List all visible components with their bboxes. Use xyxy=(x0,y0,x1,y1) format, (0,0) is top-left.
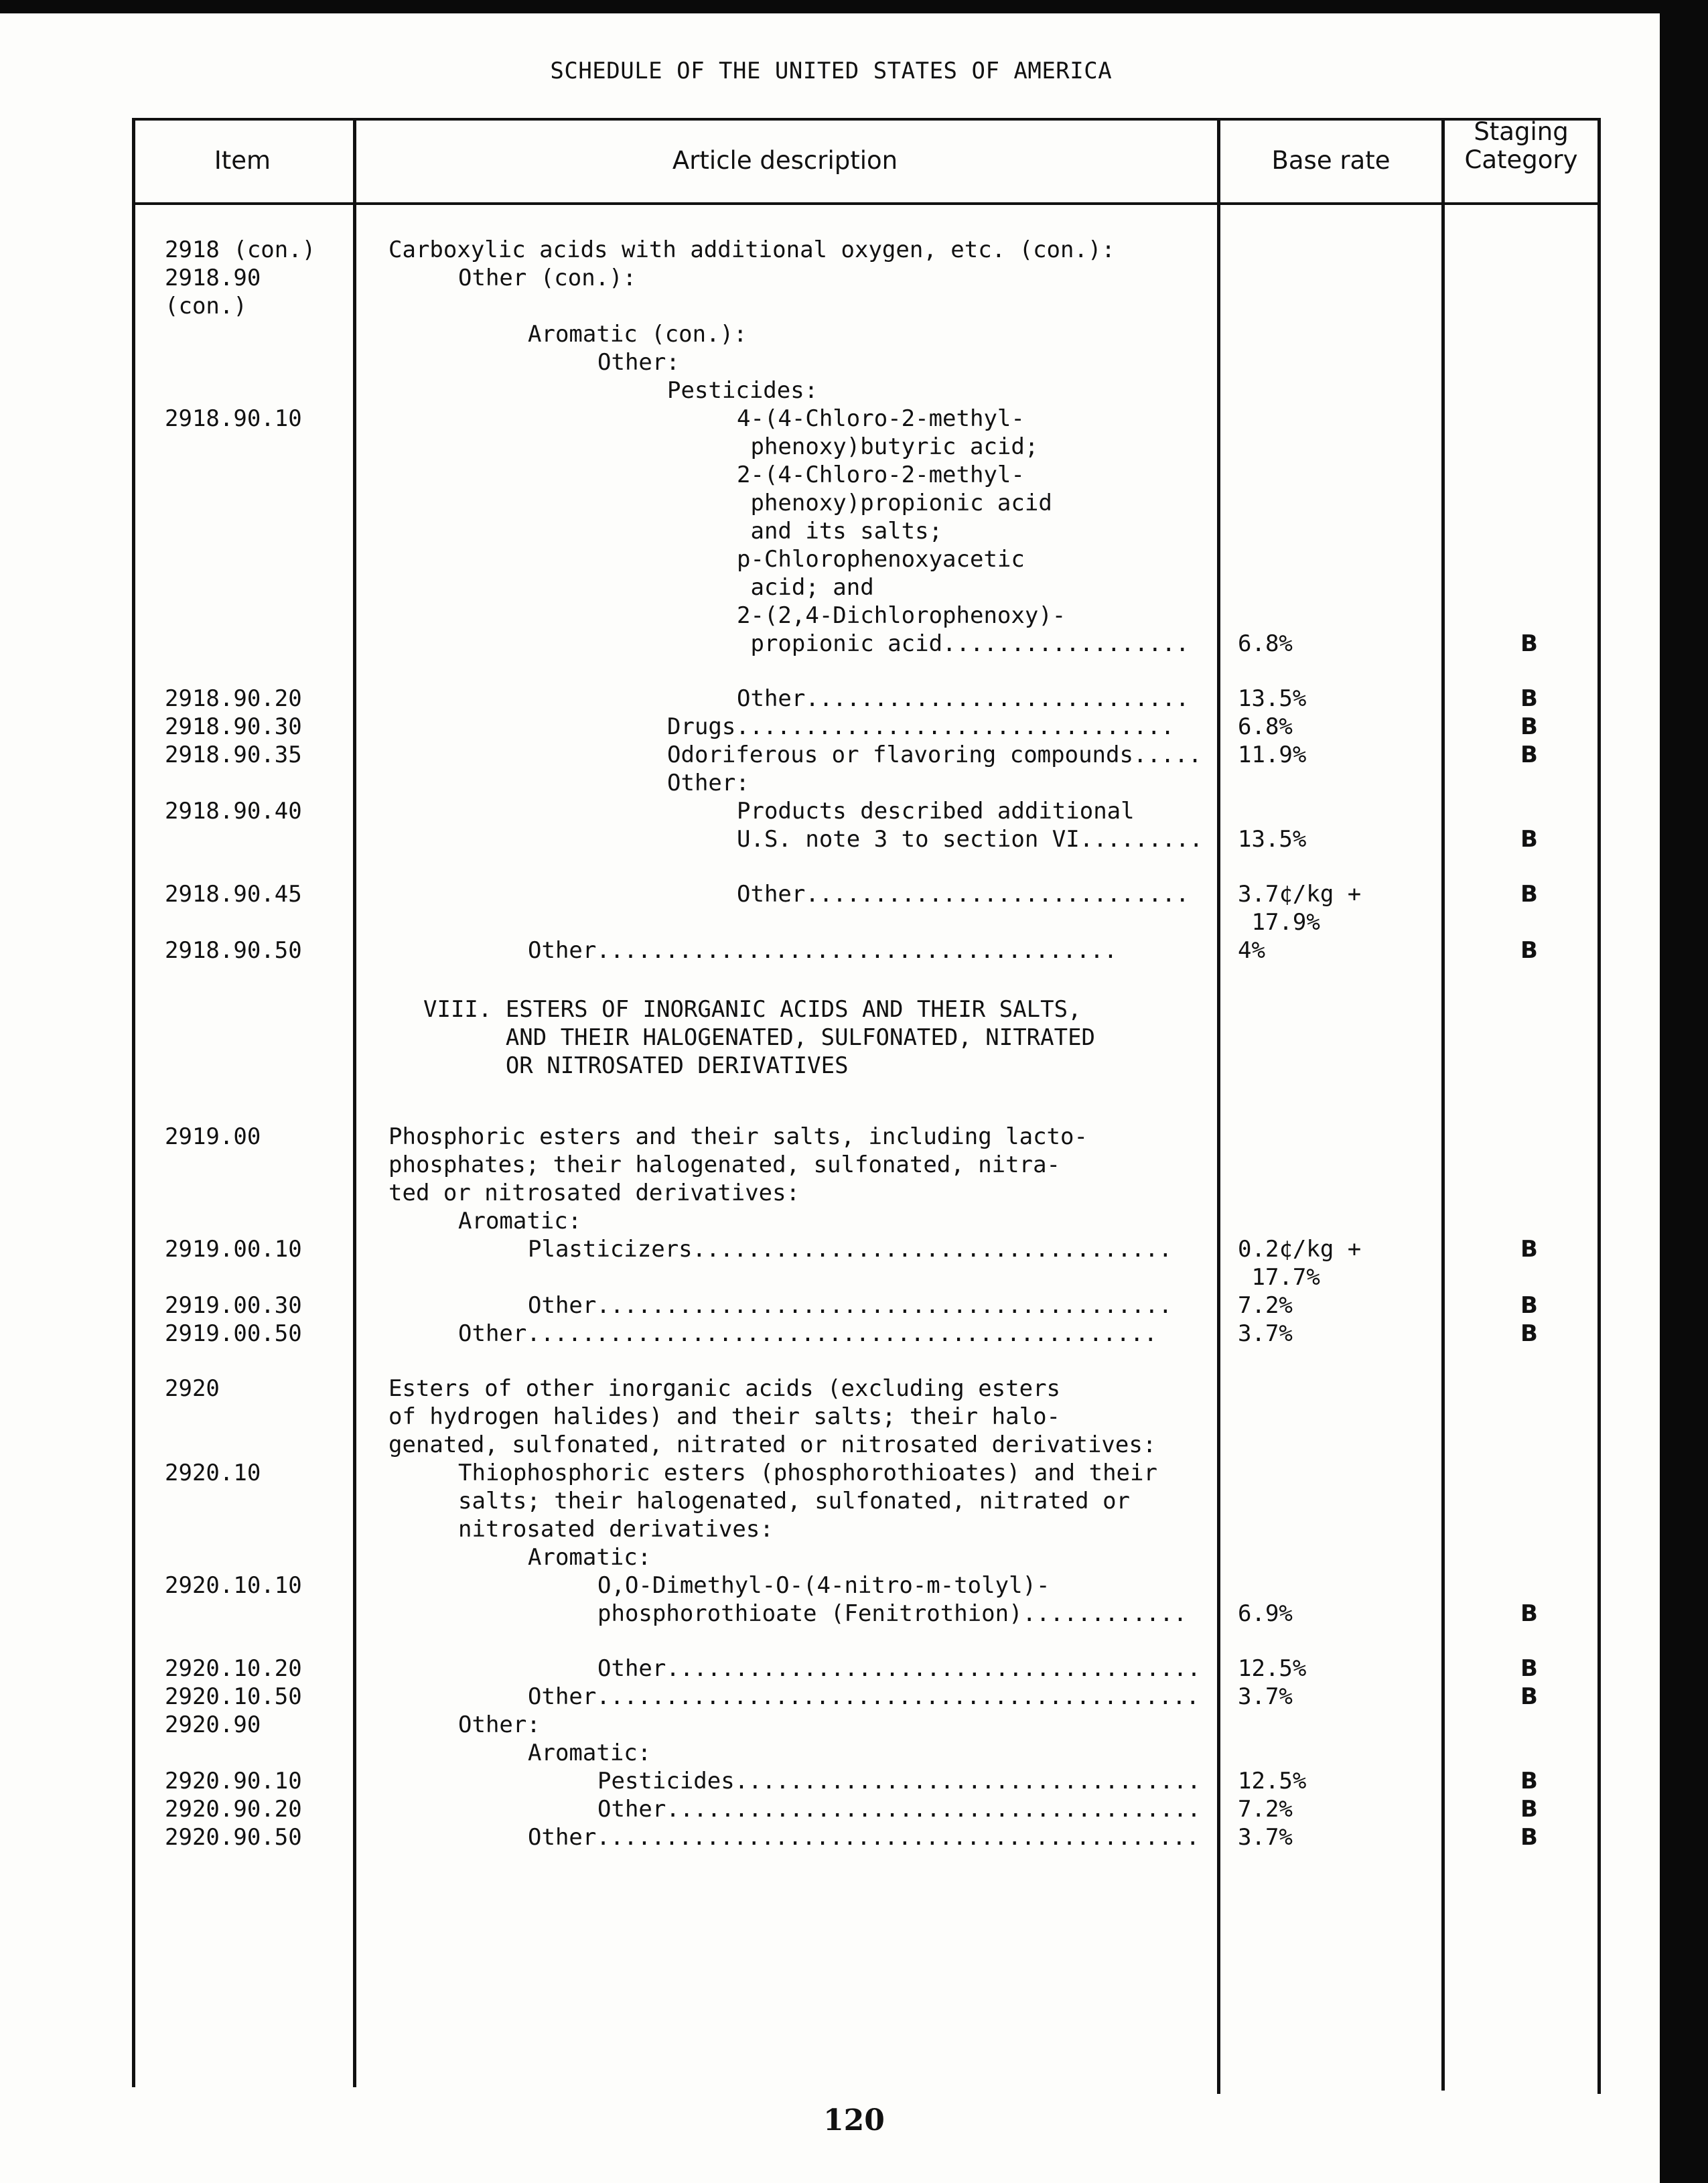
article-description: Other.......................................... xyxy=(528,1292,1173,1319)
article-description: of hydrogen halides) and their salts; their halo- xyxy=(388,1403,1061,1430)
item-code: 2920.10.50 xyxy=(165,1683,302,1710)
table-row xyxy=(0,1320,1708,1348)
article-description: Drugs................................ xyxy=(667,713,1175,740)
staging-category: B xyxy=(1520,1824,1538,1851)
base-rate: 3.7% xyxy=(1238,1824,1293,1851)
table-row xyxy=(0,602,1708,630)
article-description: Pesticides: xyxy=(667,377,819,404)
article-description: 2-(2,4-Dichlorophenoxy)- xyxy=(737,602,1066,629)
item-code: 2918.90.40 xyxy=(165,798,302,825)
table-row xyxy=(0,880,1708,908)
page-number: 120 xyxy=(823,2103,885,2137)
base-rate: 3.7% xyxy=(1238,1320,1293,1347)
base-rate: 11.9% xyxy=(1238,742,1307,768)
article-description: phenoxy)propionic acid xyxy=(737,490,1052,516)
article-description: 2-(4-Chloro-2-methyl- xyxy=(737,462,1025,488)
item-code: 2918.90 xyxy=(165,265,261,291)
base-rate: 13.5% xyxy=(1238,685,1307,712)
table-row xyxy=(0,1052,1708,1080)
article-description: phosphates; their halogenated, sulfonated, nitra- xyxy=(388,1151,1061,1178)
base-rate: 7.2% xyxy=(1238,1796,1293,1823)
base-rate: 6.9% xyxy=(1238,1600,1293,1627)
base-rate: 17.7% xyxy=(1238,1264,1320,1291)
table-row xyxy=(0,713,1708,741)
item-code: 2920.90.50 xyxy=(165,1824,302,1851)
item-code: 2918.90.45 xyxy=(165,881,302,908)
table-row xyxy=(0,908,1708,936)
item-code: 2919.00 xyxy=(165,1123,261,1150)
article-description: Other: xyxy=(597,349,680,376)
article-description: Other............................................ xyxy=(528,1683,1200,1710)
staging-category: B xyxy=(1520,1796,1538,1823)
table-row xyxy=(0,545,1708,573)
table-row xyxy=(0,264,1708,292)
base-rate: 12.5% xyxy=(1238,1655,1307,1682)
staging-category: B xyxy=(1520,1768,1538,1794)
article-description: Phosphoric esters and their salts, including lacto- xyxy=(388,1123,1088,1150)
article-description: nitrosated derivatives: xyxy=(458,1516,774,1543)
table-row xyxy=(0,769,1708,797)
article-description: Other.............................................. xyxy=(458,1320,1157,1347)
base-rate: 6.8% xyxy=(1238,713,1293,740)
header-base-rate: Base rate xyxy=(1271,146,1391,175)
article-description: Pesticides.................................. xyxy=(597,1768,1201,1794)
article-description: Plasticizers................................... xyxy=(528,1236,1173,1263)
staging-category: B xyxy=(1520,826,1538,853)
article-description: Aromatic: xyxy=(528,1544,652,1571)
base-rate: 13.5% xyxy=(1238,826,1307,853)
table-row xyxy=(0,461,1708,489)
table-row xyxy=(0,1403,1708,1431)
table-row xyxy=(0,1795,1708,1823)
article-description: O,O-Dimethyl-O-(4-nitro-m-tolyl)- xyxy=(597,1572,1050,1599)
table-row xyxy=(0,489,1708,517)
article-description: Carboxylic acids with additional oxygen, etc. (con.): xyxy=(388,236,1115,263)
header-staging-category xyxy=(1445,118,1597,174)
item-code: 2920.90.10 xyxy=(165,1768,302,1794)
table-row xyxy=(0,1263,1708,1291)
table-row xyxy=(0,1179,1708,1207)
base-rate: 12.5% xyxy=(1238,1768,1307,1794)
article-description: AND THEIR HALOGENATED, SULFONATED, NITRATED xyxy=(423,1024,1096,1051)
table-row xyxy=(0,1151,1708,1179)
table-row xyxy=(0,1515,1708,1543)
article-description: propionic acid.................. xyxy=(737,630,1190,657)
table-row xyxy=(0,741,1708,769)
item-code: 2920.10.10 xyxy=(165,1572,302,1599)
article-description: U.S. note 3 to section VI......... xyxy=(737,826,1203,853)
table-row xyxy=(0,236,1708,264)
article-description: VIII. ESTERS OF INORGANIC ACIDS AND THEIR SALTS, xyxy=(423,996,1082,1023)
table-row xyxy=(0,1123,1708,1151)
article-description: p-Chlorophenoxyacetic xyxy=(737,546,1025,573)
header-bottom-rule xyxy=(132,202,1601,205)
table-row xyxy=(0,320,1708,348)
table-row xyxy=(0,1459,1708,1487)
table-row xyxy=(0,1431,1708,1459)
staging-category: B xyxy=(1520,685,1538,712)
item-code: 2918.90.20 xyxy=(165,685,302,712)
article-description: Aromatic: xyxy=(458,1208,582,1235)
staging-category: B xyxy=(1520,937,1538,964)
item-code: 2920.90 xyxy=(165,1711,261,1738)
item-code: 2919.00.30 xyxy=(165,1292,302,1319)
table-row xyxy=(0,433,1708,461)
base-rate: 4% xyxy=(1238,937,1265,964)
staging-category: B xyxy=(1520,1236,1538,1263)
article-description: Thiophosphoric esters (phosphorothioates) and their xyxy=(458,1460,1157,1486)
table-row xyxy=(0,376,1708,405)
table-row xyxy=(0,1767,1708,1795)
base-rate: 3.7% xyxy=(1238,1683,1293,1710)
table-row xyxy=(0,1823,1708,1851)
base-rate: 3.7¢/kg + xyxy=(1238,881,1362,908)
article-description: Other............................ xyxy=(737,685,1190,712)
table-row xyxy=(0,797,1708,825)
header-description: Article description xyxy=(672,146,898,175)
article-description: Odoriferous or flavoring compounds..... xyxy=(667,742,1202,768)
staging-category: B xyxy=(1520,1655,1538,1682)
article-description: 4-(4-Chloro-2-methyl- xyxy=(737,405,1025,432)
article-description: acid; and xyxy=(737,574,874,601)
staging-category: B xyxy=(1520,1600,1538,1627)
table-row xyxy=(0,348,1708,376)
table-row xyxy=(0,965,1708,993)
table-row xyxy=(0,1291,1708,1320)
base-rate: 6.8% xyxy=(1238,630,1293,657)
table-row xyxy=(0,1571,1708,1600)
base-rate: 17.9% xyxy=(1238,909,1320,936)
staging-category: B xyxy=(1520,630,1538,657)
table-row xyxy=(0,1235,1708,1263)
header-staging-line2: Category xyxy=(1464,145,1578,174)
staging-category: B xyxy=(1520,742,1538,768)
article-description: phenoxy)butyric acid; xyxy=(737,433,1039,460)
base-rate: 0.2¢/kg + xyxy=(1238,1236,1362,1263)
article-description: and its salts; xyxy=(737,518,943,545)
table-row xyxy=(0,1654,1708,1683)
table-row xyxy=(0,573,1708,602)
article-description: Aromatic: xyxy=(528,1740,652,1766)
item-code: 2919.00.10 xyxy=(165,1236,302,1263)
table-row xyxy=(0,1739,1708,1767)
table-row xyxy=(0,1207,1708,1235)
table-row xyxy=(0,1543,1708,1571)
table-row xyxy=(0,1024,1708,1052)
scan-top-edge xyxy=(0,0,1708,13)
article-description: Other: xyxy=(458,1711,541,1738)
item-code: 2918.90.10 xyxy=(165,405,302,432)
item-code: 2918.90.30 xyxy=(165,713,302,740)
article-description: ted or nitrosated derivatives: xyxy=(388,1180,800,1206)
staging-category: B xyxy=(1520,1320,1538,1347)
article-description: Other...................................... xyxy=(528,937,1118,964)
item-code: 2920.10 xyxy=(165,1460,261,1486)
item-code: 2920.90.20 xyxy=(165,1796,302,1823)
staging-category: B xyxy=(1520,713,1538,740)
base-rate: 7.2% xyxy=(1238,1292,1293,1319)
header-staging-line1: Staging xyxy=(1474,117,1569,146)
table-row xyxy=(0,1600,1708,1628)
table-row xyxy=(0,517,1708,545)
table-row xyxy=(0,292,1708,320)
article-description: Esters of other inorganic acids (excluding esters xyxy=(388,1375,1061,1402)
header-item: Item xyxy=(214,146,271,175)
table-row xyxy=(0,936,1708,965)
item-code: 2918.90.35 xyxy=(165,742,302,768)
table-row xyxy=(0,995,1708,1024)
article-description: Other (con.): xyxy=(458,265,637,291)
article-description: Other: xyxy=(667,770,750,796)
article-description: phosphorothioate (Fenitrothion)............ xyxy=(597,1600,1188,1627)
table-row xyxy=(0,1487,1708,1515)
article-description: Other............................ xyxy=(737,881,1190,908)
item-code: 2918.90.50 xyxy=(165,937,302,964)
item-code: 2920 xyxy=(165,1375,220,1402)
table-row xyxy=(0,1711,1708,1739)
staging-category: B xyxy=(1520,1683,1538,1710)
table-row xyxy=(0,825,1708,853)
article-description: OR NITROSATED DERIVATIVES xyxy=(423,1052,849,1079)
article-description: Products described additional xyxy=(737,798,1135,825)
page-title: SCHEDULE OF THE UNITED STATES OF AMERICA xyxy=(550,58,1113,84)
article-description: Aromatic (con.): xyxy=(528,321,748,348)
table-row xyxy=(0,630,1708,658)
item-code: 2918 (con.) xyxy=(165,236,316,263)
table-row xyxy=(0,685,1708,713)
article-description: Other....................................... xyxy=(597,1655,1201,1682)
article-description: salts; their halogenated, sulfonated, nitrated or xyxy=(458,1488,1131,1515)
table-row xyxy=(0,1683,1708,1711)
staging-category: B xyxy=(1520,881,1538,908)
staging-category: B xyxy=(1520,1292,1538,1319)
item-code: 2920.10.20 xyxy=(165,1655,302,1682)
article-description: Other....................................... xyxy=(597,1796,1201,1823)
table-top-rule xyxy=(132,118,1601,121)
table-row xyxy=(0,1375,1708,1403)
article-description: Other............................................ xyxy=(528,1824,1200,1851)
item-code: (con.) xyxy=(165,293,247,320)
article-description: genated, sulfonated, nitrated or nitrosated derivatives: xyxy=(388,1431,1157,1458)
table-row xyxy=(0,405,1708,433)
item-code: 2919.00.50 xyxy=(165,1320,302,1347)
